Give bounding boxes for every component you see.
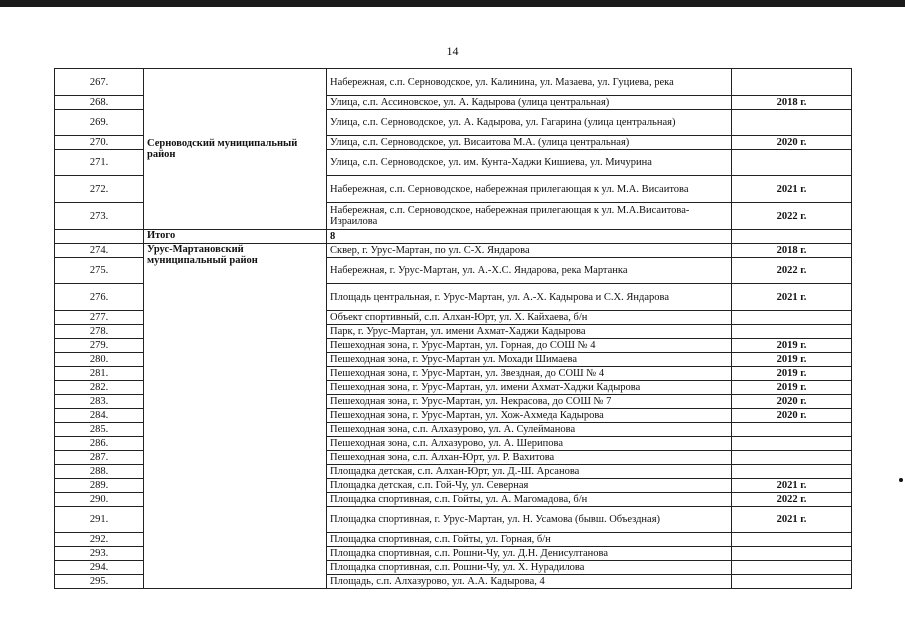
implementation-year: 2021 г.: [732, 176, 852, 203]
row-number: 267.: [55, 69, 144, 96]
implementation-year: 2020 г.: [732, 409, 852, 423]
row-number: 269.: [55, 110, 144, 136]
implementation-year: [732, 533, 852, 547]
row-number: 284.: [55, 409, 144, 423]
implementation-year: 2021 г.: [732, 284, 852, 311]
implementation-year: 2020 г.: [732, 136, 852, 150]
object-description: Улица, с.п. Ассиновское, ул. А. Кадырова (улица центральная): [327, 96, 732, 110]
object-description: Пешеходная зона, г. Урус-Мартан, ул. Хож-Ахмеда Кадырова: [327, 409, 732, 423]
object-description: Улица, с.п. Серноводское, ул. Висаитова М.А. (улица центральная): [327, 136, 732, 150]
object-description: Набережная, с.п. Серноводское, набережная прилегающая к ул. М.А. Висаитова: [327, 176, 732, 203]
object-description: Площадка спортивная, с.п. Рошни-Чу, ул. Д.Н. Денисултанова: [327, 547, 732, 561]
object-description: Пешеходная зона, г. Урус-Мартан, ул. Горная, до СОШ № 4: [327, 339, 732, 353]
object-description: Пешеходная зона, г. Урус-Мартан, ул. Звездная, до СОШ № 4: [327, 367, 732, 381]
implementation-year: [732, 110, 852, 136]
district-name: Серноводский муниципальный район: [147, 138, 298, 160]
page-number: 14: [446, 44, 459, 58]
implementation-year: [732, 325, 852, 339]
object-description: Пешеходная зона, с.п. Алхазурово, ул. А. Шерипова: [327, 437, 732, 451]
implementation-year: [732, 437, 852, 451]
row-number: 279.: [55, 339, 144, 353]
object-description: Набережная, с.п. Серноводское, ул. Калинина, ул. Мазаева, ул. Гуциева, река: [327, 69, 732, 96]
implementation-year: [732, 451, 852, 465]
implementation-year: 2022 г.: [732, 493, 852, 507]
implementation-year: 2019 г.: [732, 381, 852, 395]
implementation-year: [732, 69, 852, 96]
implementation-year: 2019 г.: [732, 367, 852, 381]
implementation-year: [732, 575, 852, 589]
row-number: 289.: [55, 479, 144, 493]
object-description: Набережная, г. Урус-Мартан, ул. А.-Х.С. Яндарова, река Мартанка: [327, 258, 732, 284]
row-number: 271.: [55, 150, 144, 176]
margin-mark: [899, 478, 903, 482]
row-number: 283.: [55, 395, 144, 409]
row-number: 278.: [55, 325, 144, 339]
object-description: Пешеходная зона, г. Урус-Мартан, ул. Некрасова, до СОШ № 7: [327, 395, 732, 409]
implementation-year: 2021 г.: [732, 507, 852, 533]
row-number: 280.: [55, 353, 144, 367]
implementation-year: 2022 г.: [732, 258, 852, 284]
total-value: 8: [327, 230, 732, 244]
row-number: 270.: [55, 136, 144, 150]
object-description: Площадь центральная, г. Урус-Мартан, ул. А.-Х. Кадырова и С.Х. Яндарова: [327, 284, 732, 311]
object-description: Площадка спортивная, с.п. Гойты, ул. А. Магомадова, б/н: [327, 493, 732, 507]
object-description: Площадка детская, с.п. Алхан-Юрт, ул. Д.-Ш. Арсанова: [327, 465, 732, 479]
object-description: Сквер, г. Урус-Мартан, по ул. С-Х. Яндарова: [327, 244, 732, 258]
implementation-year: 2022 г.: [732, 203, 852, 230]
object-description: Объект спортивный, с.п. Алхан-Юрт, ул. Х. Кайхаева, б/н: [327, 311, 732, 325]
row-number: 291.: [55, 507, 144, 533]
district-sernovodsky: [144, 69, 327, 230]
implementation-year: 2019 г.: [732, 339, 852, 353]
object-description: Пешеходная зона, с.п. Алхазурово, ул. А. Сулейманова: [327, 423, 732, 437]
table-row: [55, 244, 852, 258]
object-description: Набережная, с.п. Серноводское, набережная прилегающая к ул. М.А.Висаитова- Израилова: [327, 203, 732, 230]
row-number: 288.: [55, 465, 144, 479]
total-label: Итого: [144, 230, 327, 244]
object-description: Улица, с.п. Серноводское, ул. им. Кунта-Хаджи Кишиева, ул. Мичурина: [327, 150, 732, 176]
object-description: Улица, с.п. Серноводское, ул. А. Кадырова, ул. Гагарина (улица центральная): [327, 110, 732, 136]
implementation-year: 2018 г.: [732, 96, 852, 110]
row-number: 292.: [55, 533, 144, 547]
row-number: 268.: [55, 96, 144, 110]
row-number: 273.: [55, 203, 144, 230]
row-number: 286.: [55, 437, 144, 451]
district-urus-martanovsky: [144, 244, 327, 589]
object-description: Пешеходная зона, г. Урус-Мартан, ул. имени Ахмат-Хаджи Кадырова: [327, 381, 732, 395]
row-number: 281.: [55, 367, 144, 381]
row-number: 275.: [55, 258, 144, 284]
object-description: Площадка спортивная, г. Урус-Мартан, ул. Н. Усамова (бывш. Объездная): [327, 507, 732, 533]
improvement-objects-table: [54, 68, 852, 589]
implementation-year: [732, 150, 852, 176]
row-number: 290.: [55, 493, 144, 507]
row-number: 293.: [55, 547, 144, 561]
row-number: 295.: [55, 575, 144, 589]
implementation-year: 2019 г.: [732, 353, 852, 367]
object-description: Пешеходная зона, г. Урус-Мартан ул. Мохади Шимаева: [327, 353, 732, 367]
row-number: 274.: [55, 244, 144, 258]
row-number: 287.: [55, 451, 144, 465]
row-number: 294.: [55, 561, 144, 575]
implementation-year: 2021 г.: [732, 479, 852, 493]
implementation-year: [732, 547, 852, 561]
top-border-bar: [0, 0, 905, 7]
implementation-year: [732, 311, 852, 325]
object-description: Площадка спортивная, с.п. Гойты, ул. Горная, б/н: [327, 533, 732, 547]
implementation-year: [732, 423, 852, 437]
implementation-year: [732, 561, 852, 575]
row-number: 282.: [55, 381, 144, 395]
row-number: 285.: [55, 423, 144, 437]
row-number: 276.: [55, 284, 144, 311]
object-description: Площадка детская, с.п. Гой-Чу, ул. Северная: [327, 479, 732, 493]
total-year-cell: [732, 230, 852, 244]
row-number: 277.: [55, 311, 144, 325]
district-name: Урус-Мартановский муниципальный район: [147, 244, 258, 266]
total-row: [55, 230, 852, 244]
total-number-cell: [55, 230, 144, 244]
implementation-year: [732, 465, 852, 479]
object-description: Площадь, с.п. Алхазурово, ул. А.А. Кадырова, 4: [327, 575, 732, 589]
implementation-year: 2018 г.: [732, 244, 852, 258]
object-description: Парк, г. Урус-Мартан, ул. имени Ахмат-Хаджи Кадырова: [327, 325, 732, 339]
table-row: [55, 69, 852, 96]
object-description: Пешеходная зона, с.п. Алхан-Юрт, ул. Р. Вахитова: [327, 451, 732, 465]
row-number: 272.: [55, 176, 144, 203]
object-description: Площадка спортивная, с.п. Рошни-Чу, ул. Х. Нурадилова: [327, 561, 732, 575]
implementation-year: 2020 г.: [732, 395, 852, 409]
